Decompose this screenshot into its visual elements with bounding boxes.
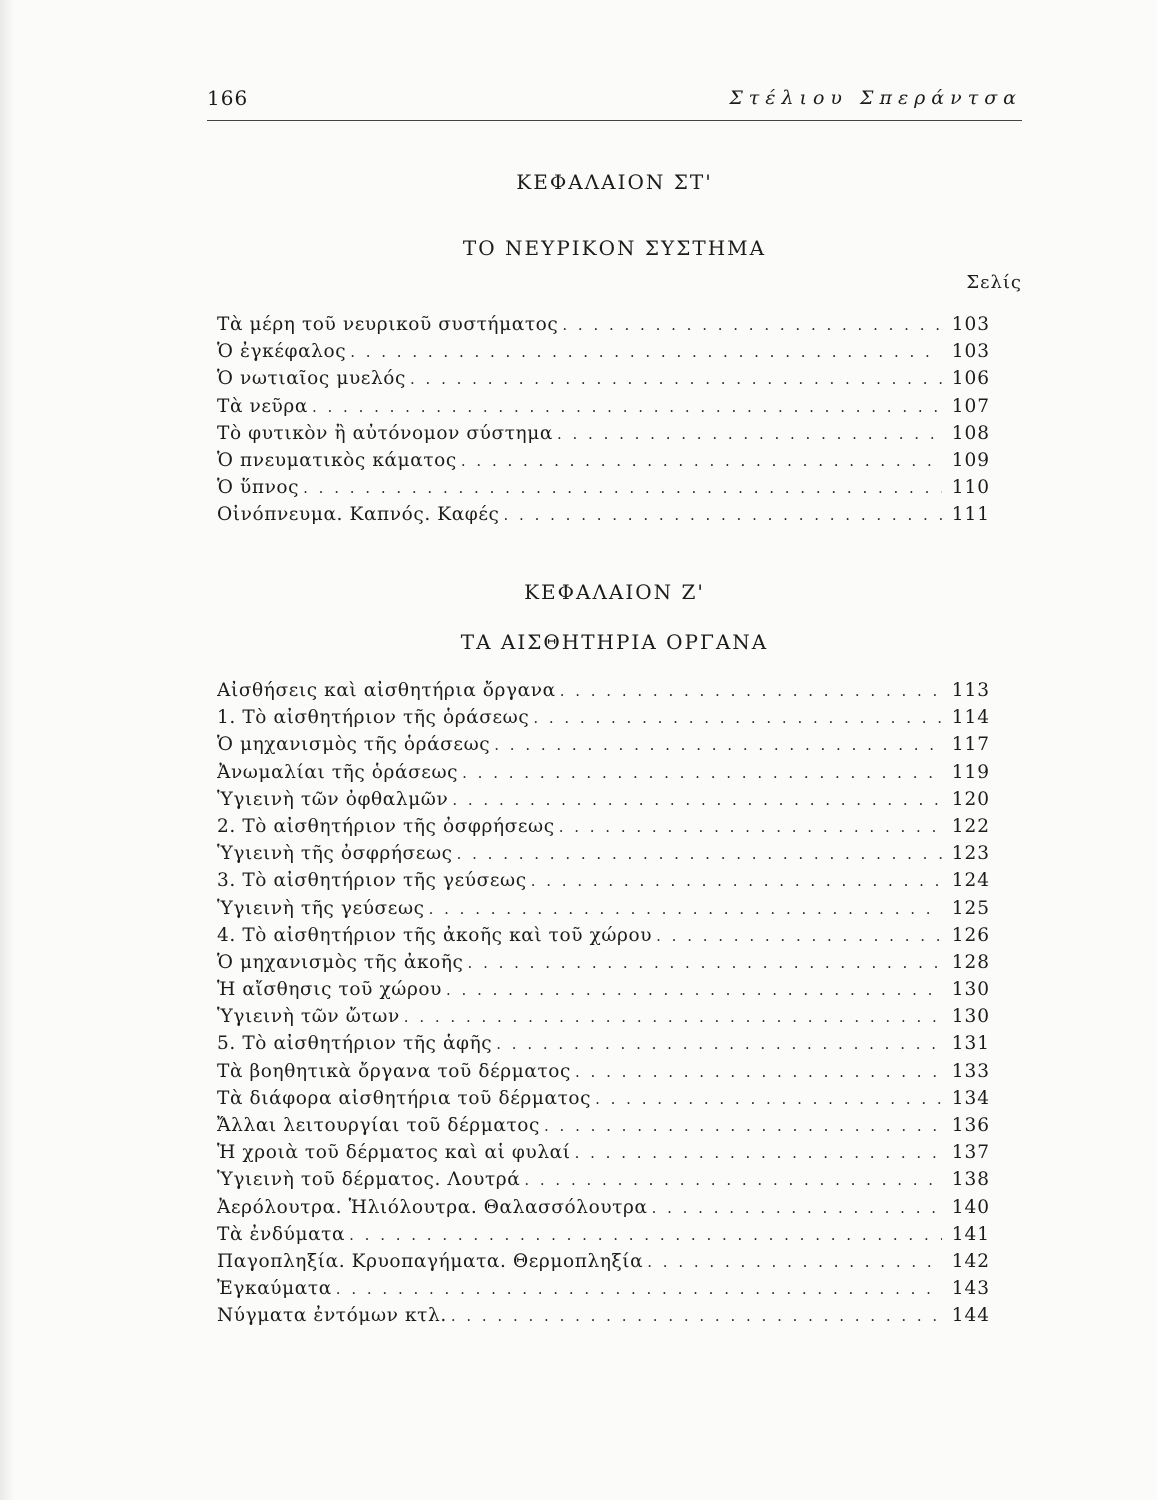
dot-leader [462, 764, 942, 782]
toc-entry-page: 111 [951, 504, 990, 526]
toc-entry-title: Ὁ μηχανισμὸς τῆς ὁράσεως [217, 734, 491, 756]
toc-entry [217, 898, 990, 925]
toc-entry-title: Ἄλλαι λειτουργίαι τοῦ δέρματος [217, 1115, 540, 1136]
toc-entry-title: Ὑγιεινὴ τῆς γεύσεως [217, 897, 425, 919]
toc-entry [217, 1278, 990, 1305]
toc-entry-page: 114 [951, 707, 990, 729]
toc-entry-title: 1. Τὸ αἰσθητήριον τῆς ὁράσεως [217, 707, 530, 729]
chapter7-toc [217, 680, 990, 1333]
toc-entry-title: Ὁ νωτιαῖος μυελός [217, 368, 407, 390]
toc-entry-title: Νύγματα ἐντόμων κτλ. [217, 1305, 447, 1327]
dot-leader [349, 1226, 942, 1244]
toc-entry [217, 1088, 990, 1115]
dot-leader [656, 927, 942, 945]
page-number: 166 [207, 86, 249, 110]
dot-leader [336, 1280, 942, 1298]
running-head: Στέλιου Σπεράντσα [729, 87, 1022, 109]
dot-leader [647, 1253, 941, 1271]
toc-entry-page: 108 [951, 422, 990, 444]
toc-entry [217, 1305, 990, 1332]
toc-entry-page: 113 [951, 680, 990, 701]
toc-entry-title: Τὸ φυτικὸν ἢ αὐτόνομον σύστημα [217, 422, 553, 444]
chapter7-title: ΤΑ ΑΙΣΘΗΤΗΡΙΑ ΟΡΓΑΝΑ [460, 630, 769, 654]
scan-edge-shadow [0, 0, 14, 1500]
toc-entry-page: 125 [951, 897, 990, 919]
dot-leader [531, 872, 942, 890]
toc-entry-page: 142 [951, 1250, 990, 1272]
dot-leader [562, 316, 941, 334]
toc-entry-page: 130 [951, 1006, 990, 1028]
toc-entry-page: 120 [951, 788, 990, 810]
toc-entry-page: 128 [951, 951, 990, 973]
dot-leader [350, 343, 942, 361]
dot-leader [404, 1008, 942, 1026]
toc-entry [217, 1169, 990, 1196]
toc-entry-page: 137 [951, 1142, 990, 1164]
page-header [207, 86, 1022, 120]
toc-entry-page: 103 [951, 341, 990, 363]
toc-entry [217, 341, 990, 368]
toc-entry [217, 762, 990, 789]
header-rule [207, 120, 1022, 121]
toc-entry-title: Ὑγιεινὴ τῆς ὀσφρήσεως [217, 843, 453, 865]
toc-entry-page: 110 [951, 477, 990, 499]
chapter6-heading: ΚΕΦΑΛΑΙΟΝ ΣΤ' [516, 170, 713, 194]
toc-entry-title: Ὑγιεινὴ τῶν ὀφθαλμῶν [217, 788, 449, 810]
dot-leader [504, 506, 942, 524]
dot-leader [429, 900, 942, 918]
toc-entry [217, 952, 990, 979]
toc-entry [217, 734, 990, 761]
toc-entry-page: 106 [951, 368, 990, 390]
toc-entry-title: Ὑγιεινὴ τοῦ δέρματος. Λουτρά [217, 1169, 521, 1191]
toc-entry-title: Ὁ πνευματικὸς κάματος [217, 449, 457, 471]
toc-entry-title: 3. Τὸ αἰσθητήριον τῆς γεύσεως [217, 870, 527, 892]
dot-leader [496, 1035, 941, 1053]
toc-entry-page: 126 [951, 924, 990, 946]
toc-entry [217, 789, 990, 816]
toc-entry [217, 1033, 990, 1060]
toc-entry-title: Ἡ αἴσθησις τοῦ χώρου [217, 979, 443, 1001]
toc-entry [217, 368, 990, 395]
dot-leader [652, 1199, 942, 1217]
toc-entry [217, 1142, 990, 1169]
toc-entry [217, 314, 990, 341]
toc-entry-title: 2. Τὸ αἰσθητήριον τῆς ὀσφρήσεως [217, 815, 555, 837]
toc-entry [217, 1197, 990, 1224]
dot-leader [457, 845, 942, 863]
dot-leader [494, 736, 941, 754]
toc-entry-title: Ἡ χροιὰ τοῦ δέρματος καὶ αἱ φυλαί [217, 1142, 571, 1164]
toc-entry-page: 122 [951, 815, 990, 837]
toc-entry-title: Παγοπληξία. Κρυοπαγήματα. Θερμοπληξία [217, 1250, 644, 1272]
toc-entry-page: 130 [951, 979, 990, 1001]
dot-leader [524, 1171, 941, 1189]
toc-entry [217, 925, 990, 952]
toc-entry-title: Ὑγιεινὴ τῶν ὤτων [217, 1006, 400, 1028]
toc-entry-title: Τὰ ἐνδύματα [217, 1223, 346, 1245]
toc-entry [217, 423, 990, 450]
dot-leader [468, 954, 942, 972]
dot-leader [451, 1307, 942, 1325]
toc-entry-page: 131 [951, 1033, 990, 1055]
chapter6-toc [217, 314, 990, 532]
dot-leader [452, 791, 941, 809]
dot-leader [303, 479, 942, 497]
toc-entry-title: Τὰ νεῦρα [217, 395, 308, 417]
chapter7-heading: ΚΕΦΑΛΑΙΟΝ Ζ' [524, 580, 705, 604]
dot-leader [557, 425, 942, 443]
toc-entry-page: 133 [951, 1060, 990, 1082]
toc-entry [217, 1251, 990, 1278]
toc-entry [217, 843, 990, 870]
toc-entry-title: 4. Τὸ αἰσθητήριον τῆς ἀκοῆς καὶ τοῦ χώρου [217, 924, 653, 946]
toc-entry [217, 816, 990, 843]
toc-entry [217, 1061, 990, 1088]
toc-entry [217, 870, 990, 897]
dot-leader [544, 1117, 942, 1135]
toc-entry-title: Αἰσθήσεις καὶ αἰσθητήρια ὄργανα [217, 680, 556, 701]
dot-leader [575, 1144, 942, 1162]
toc-entry-page: 117 [951, 734, 990, 756]
toc-entry [217, 1006, 990, 1033]
toc-entry-page: 144 [951, 1305, 990, 1327]
toc-entry-page: 143 [951, 1278, 990, 1300]
dot-leader [461, 452, 942, 470]
toc-entry [217, 504, 990, 531]
chapter6-title: ΤΟ ΝΕΥΡΙΚΟΝ ΣΥΣΤΗΜΑ [462, 236, 767, 260]
dot-leader [575, 1063, 942, 1081]
toc-entry-page: 109 [951, 449, 990, 471]
dot-leader [595, 1090, 942, 1108]
page-column-label: Σελίς [966, 272, 1022, 293]
toc-entry [217, 707, 990, 734]
dot-leader [446, 981, 942, 999]
toc-entry-title: Ὁ ὕπνος [217, 477, 300, 499]
toc-entry-page: 141 [951, 1223, 990, 1245]
dot-leader [533, 709, 941, 727]
toc-entry-page: 140 [951, 1196, 990, 1218]
toc-entry-title: Τὰ διάφορα αἰσθητήρια τοῦ δέρματος [217, 1087, 592, 1109]
toc-entry-page: 136 [951, 1115, 990, 1136]
toc-entry-title: Τὰ βοηθητικὰ ὄργανα τοῦ δέρματος [217, 1060, 572, 1082]
toc-entry [217, 450, 990, 477]
toc-entry [217, 680, 990, 707]
toc-entry-page: 119 [951, 761, 990, 783]
toc-entry-title: Ὁ ἐγκέφαλος [217, 341, 347, 363]
toc-entry [217, 477, 990, 504]
toc-entry-page: 124 [951, 870, 990, 892]
toc-entry-title: Ἐγκαύματα [217, 1278, 332, 1300]
toc-entry [217, 396, 990, 423]
dot-leader [560, 682, 942, 700]
dot-leader [410, 370, 942, 388]
dot-leader [312, 398, 942, 416]
toc-entry-page: 103 [951, 314, 990, 335]
dot-leader [559, 818, 942, 836]
toc-entry-page: 134 [951, 1087, 990, 1109]
toc-entry-title: Ὁ μηχανισμὸς τῆς ἀκοῆς [217, 951, 464, 973]
toc-entry [217, 979, 990, 1006]
toc-entry-title: Τὰ μέρη τοῦ νευρικοῦ συστήματος [217, 314, 559, 335]
toc-entry-page: 123 [951, 843, 990, 865]
toc-entry-page: 107 [951, 395, 990, 417]
toc-entry-title: Ἀνωμαλίαι τῆς ὁράσεως [217, 761, 459, 783]
toc-entry [217, 1224, 990, 1251]
toc-entry [217, 1115, 990, 1142]
toc-entry-title: Οἰνόπνευμα. Καπνός. Καφές [217, 504, 500, 526]
toc-entry-title: Ἀερόλουτρα. Ἡλιόλουτρα. Θαλασσόλουτρα [217, 1196, 648, 1218]
toc-entry-page: 138 [951, 1169, 990, 1191]
toc-entry-title: 5. Τὸ αἰσθητήριον τῆς ἁφῆς [217, 1033, 493, 1055]
